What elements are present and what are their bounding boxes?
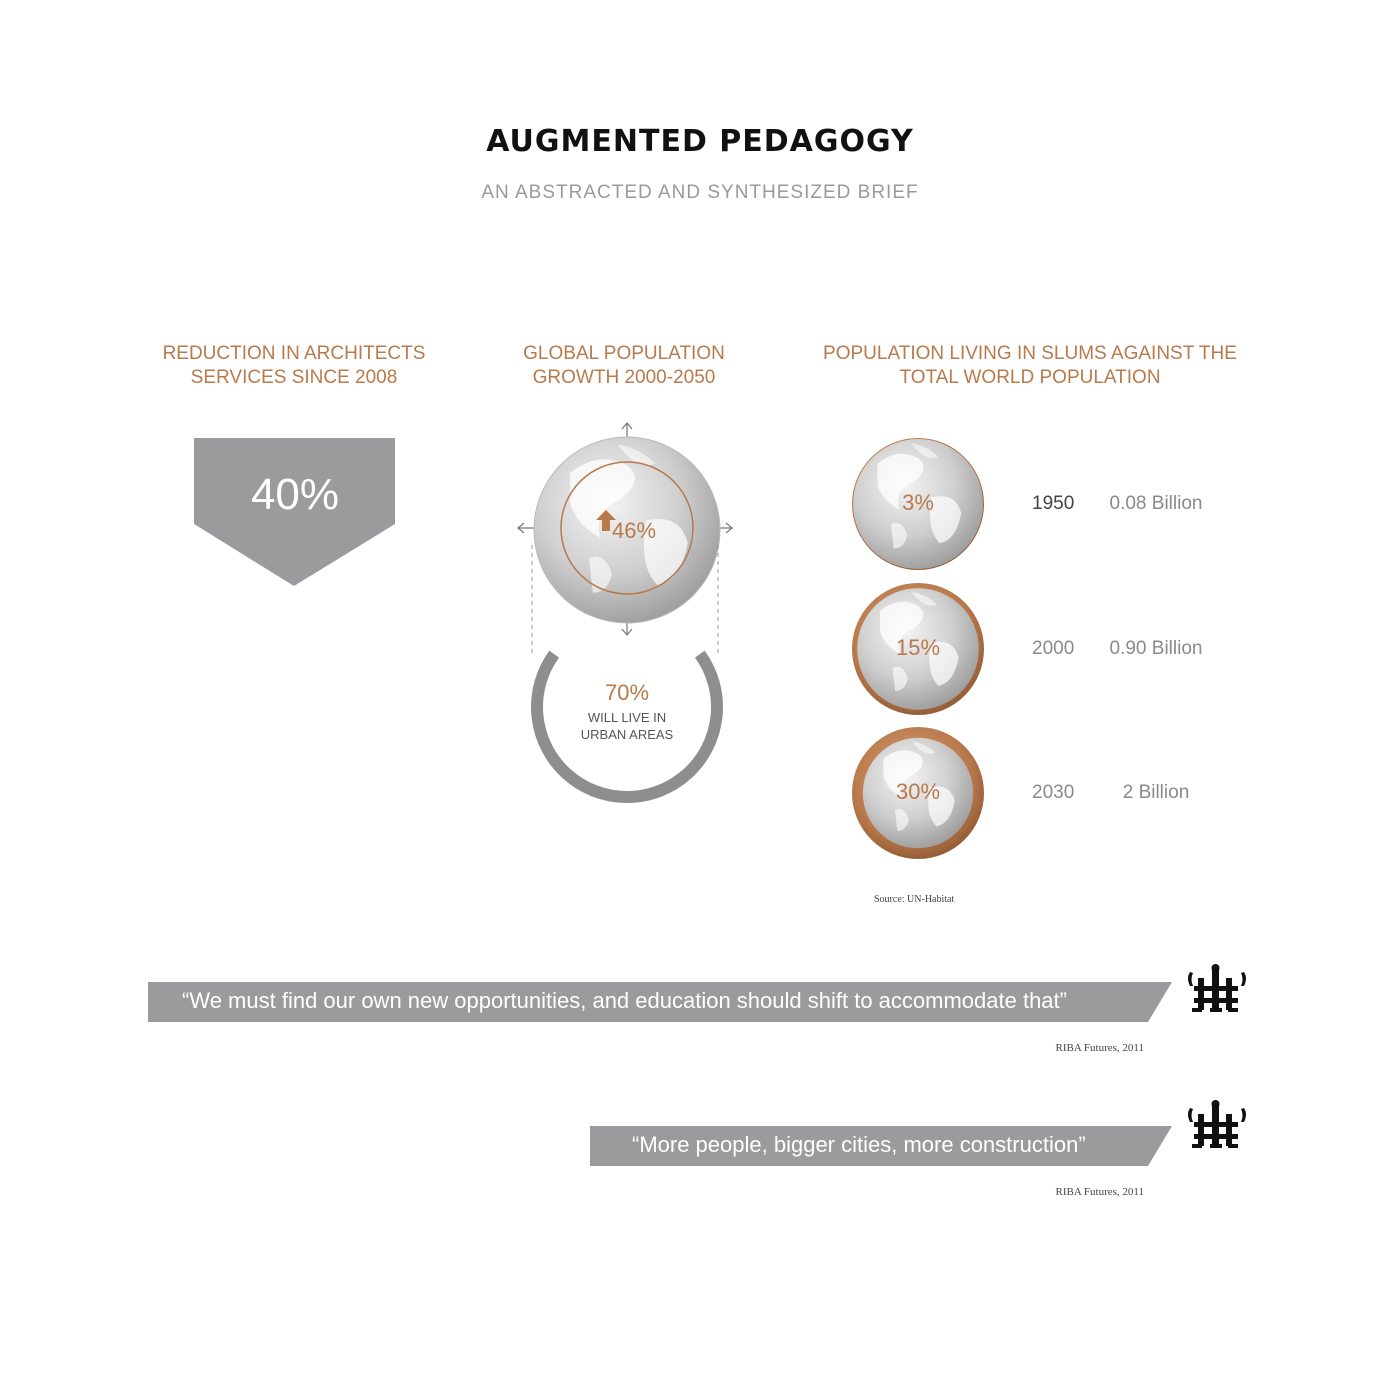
- slum-year: 2030: [1032, 782, 1075, 803]
- reduction-value: 40%: [250, 470, 340, 519]
- quote-2-cite: RIBA Futures, 2011: [1055, 1186, 1144, 1198]
- growth-value: 46%: [612, 518, 657, 543]
- quote-1-cite: RIBA Futures, 2011: [1055, 1042, 1144, 1054]
- slum-population: 2 Billion: [1122, 782, 1190, 803]
- population-heading-line2: GROWTH 2000-2050: [532, 367, 716, 388]
- population-heading: [464, 342, 784, 390]
- riba-logo-icon: [1186, 964, 1248, 1014]
- page-subtitle: AN ABSTRACTED AND SYNTHESIZED BRIEF: [481, 182, 919, 203]
- slum-pct: 30%: [895, 779, 941, 804]
- population-heading-line1: GLOBAL POPULATION: [523, 343, 725, 364]
- slum-population: 0.08 Billion: [1109, 493, 1203, 514]
- slum-pct: 15%: [895, 635, 941, 660]
- slums-heading-line1: POPULATION LIVING IN SLUMS AGAINST THE: [823, 343, 1237, 364]
- reduction-heading-line2: SERVICES SINCE 2008: [190, 367, 398, 388]
- slums-heading-line2: TOTAL WORLD POPULATION: [899, 367, 1161, 388]
- urban-line2: URBAN AREAS: [580, 727, 674, 742]
- urban-text: [527, 680, 727, 742]
- quote-2-text: “More people, bigger cities, more construction”: [632, 1132, 1086, 1157]
- slum-year: 1950: [1032, 493, 1075, 514]
- reduction-heading-line1: REDUCTION IN ARCHITECTS: [162, 343, 426, 364]
- urban-line1: WILL LIVE IN: [587, 710, 667, 725]
- reduction-heading: [134, 342, 454, 390]
- slums-heading: [800, 342, 1260, 390]
- slum-pct: 3%: [902, 490, 934, 515]
- slum-year: 2000: [1032, 638, 1075, 659]
- population-graphic: [510, 415, 745, 815]
- urban-value: 70%: [604, 680, 650, 705]
- quote-1-text: “We must find our own new opportunities, and education should shift to accommodate that”: [182, 988, 1067, 1013]
- source-note: Source: UN-Habitat: [874, 894, 955, 905]
- slum-population: 0.90 Billion: [1109, 638, 1203, 659]
- riba-logo-icon: [1186, 1100, 1248, 1150]
- page-title: AUGMENTED PEDAGOGY: [486, 124, 914, 159]
